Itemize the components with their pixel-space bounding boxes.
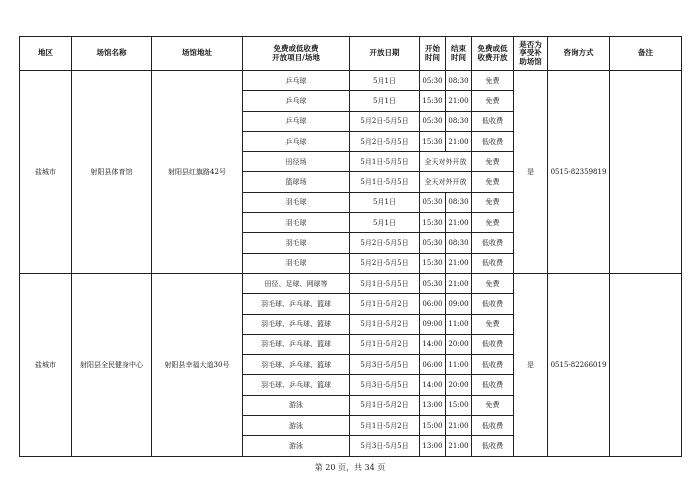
project-cell: 羽毛球 — [243, 213, 350, 233]
charge-type-cell: 低收费 — [472, 416, 514, 436]
end-time-cell: 20:00 — [446, 375, 472, 395]
charge-type-cell: 免费 — [472, 314, 514, 334]
header-row — [20, 37, 682, 71]
charge-type-cell: 低收费 — [472, 436, 514, 456]
open-date-cell: 5月2日-5月5日 — [350, 111, 420, 131]
charge-type-cell: 低收费 — [472, 375, 514, 395]
open-date-cell: 5月3日-5月5日 — [350, 436, 420, 456]
region-cell: 盐城市 — [20, 71, 72, 274]
contact-cell: 0515-82359819 — [548, 71, 610, 274]
end-time-cell: 21:00 — [446, 91, 472, 111]
open-date-cell: 5月1日-5月5日 — [350, 273, 420, 293]
end-time-cell: 08:30 — [446, 233, 472, 253]
column-header: 备注 — [610, 37, 682, 71]
project-cell: 羽毛球、乒乓球、篮球 — [243, 314, 350, 334]
charge-type-cell: 免费 — [472, 172, 514, 192]
column-header: 免费或低收费 开放项目/场地 — [243, 37, 350, 71]
end-time-cell: 20:00 — [446, 334, 472, 354]
start-time-cell: 15:30 — [420, 253, 446, 273]
open-date-cell: 5月1日-5月5日 — [350, 152, 420, 172]
charge-type-cell: 低收费 — [472, 294, 514, 314]
charge-type-cell: 免费 — [472, 71, 514, 91]
open-date-cell: 5月1日 — [350, 192, 420, 212]
note-cell — [610, 273, 682, 456]
end-time-cell: 15:00 — [446, 395, 472, 415]
region-cell: 盐城市 — [20, 273, 72, 456]
project-cell: 羽毛球、乒乓球、篮球 — [243, 334, 350, 354]
end-time-cell: 11:00 — [446, 314, 472, 334]
column-header: 免费或低 收费开放 — [472, 37, 514, 71]
column-header: 结束 时间 — [446, 37, 472, 71]
open-date-cell: 5月1日-5月5日 — [350, 172, 420, 192]
end-time-cell: 11:00 — [446, 355, 472, 375]
start-time-cell: 15:30 — [420, 91, 446, 111]
open-date-cell: 5月1日 — [350, 71, 420, 91]
project-cell: 游泳 — [243, 416, 350, 436]
project-cell: 乒乓球 — [243, 131, 350, 151]
project-cell: 游泳 — [243, 395, 350, 415]
project-cell: 篮球场 — [243, 172, 350, 192]
page-footer: 第 20 页，共 34 页 — [314, 463, 386, 472]
open-date-cell: 5月2日-5月5日 — [350, 253, 420, 273]
charge-type-cell: 低收费 — [472, 131, 514, 151]
open-date-cell: 5月2日-5月5日 — [350, 233, 420, 253]
open-date-cell: 5月1日 — [350, 213, 420, 233]
venue-address-cell: 射阳县幸福大道30号 — [152, 273, 243, 456]
open-date-cell: 5月1日-5月2日 — [350, 314, 420, 334]
project-cell: 乒乓球 — [243, 111, 350, 131]
project-cell: 乒乓球 — [243, 71, 350, 91]
start-time-cell: 05:30 — [420, 273, 446, 293]
note-cell — [610, 71, 682, 274]
start-time-cell: 05:30 — [420, 233, 446, 253]
end-time-cell: 09:00 — [446, 294, 472, 314]
start-time-cell: 15:00 — [420, 416, 446, 436]
charge-type-cell: 免费 — [472, 273, 514, 293]
project-cell: 羽毛球 — [243, 233, 350, 253]
start-time-cell: 05:30 — [420, 192, 446, 212]
open-date-cell: 5月1日-5月2日 — [350, 416, 420, 436]
venue-name-cell: 射阳县全民健身中心 — [72, 273, 152, 456]
project-cell: 羽毛球、乒乓球、篮球 — [243, 355, 350, 375]
column-header: 开始 时间 — [420, 37, 446, 71]
open-date-cell: 5月1日-5月2日 — [350, 395, 420, 415]
project-cell: 田径、足球、网球等 — [243, 273, 350, 293]
end-time-cell: 21:00 — [446, 131, 472, 151]
venue-name-cell: 射阳县体育馆 — [72, 71, 152, 274]
open-date-cell: 5月2日-5月5日 — [350, 131, 420, 151]
charge-type-cell: 免费 — [472, 91, 514, 111]
column-header: 场馆名称 — [72, 37, 152, 71]
open-hours-cell: 全天对外开放 — [420, 152, 472, 172]
start-time-cell: 09:00 — [420, 314, 446, 334]
table-body — [20, 71, 682, 457]
subsidy-cell: 是 — [514, 71, 548, 274]
subsidy-cell: 是 — [514, 273, 548, 456]
start-time-cell: 13:00 — [420, 436, 446, 456]
charge-type-cell: 免费 — [472, 395, 514, 415]
charge-type-cell: 低收费 — [472, 253, 514, 273]
contact-cell: 0515-82266019 — [548, 273, 610, 456]
table-row — [20, 273, 682, 293]
end-time-cell: 21:00 — [446, 213, 472, 233]
open-date-cell: 5月1日-5月2日 — [350, 334, 420, 354]
venue-address-cell: 射阳县红旗路42号 — [152, 71, 243, 274]
project-cell: 羽毛球 — [243, 192, 350, 212]
project-cell: 田径场 — [243, 152, 350, 172]
end-time-cell: 21:00 — [446, 416, 472, 436]
charge-type-cell: 低收费 — [472, 334, 514, 354]
end-time-cell: 08:30 — [446, 111, 472, 131]
open-date-cell: 5月3日-5月5日 — [350, 355, 420, 375]
venue-schedule-table — [19, 36, 682, 457]
charge-type-cell: 低收费 — [472, 111, 514, 131]
charge-type-cell: 免费 — [472, 213, 514, 233]
open-date-cell: 5月3日-5月5日 — [350, 375, 420, 395]
charge-type-cell: 免费 — [472, 192, 514, 212]
charge-type-cell: 免费 — [472, 152, 514, 172]
end-time-cell: 21:00 — [446, 273, 472, 293]
charge-type-cell: 低收费 — [472, 355, 514, 375]
start-time-cell: 05:30 — [420, 71, 446, 91]
project-cell: 羽毛球 — [243, 253, 350, 273]
open-hours-cell: 全天对外开放 — [420, 172, 472, 192]
column-header: 开放日期 — [350, 37, 420, 71]
start-time-cell: 15:30 — [420, 131, 446, 151]
start-time-cell: 05:30 — [420, 111, 446, 131]
start-time-cell: 06:00 — [420, 355, 446, 375]
start-time-cell: 06:00 — [420, 294, 446, 314]
start-time-cell: 14:00 — [420, 375, 446, 395]
open-date-cell: 5月1日-5月2日 — [350, 294, 420, 314]
project-cell: 羽毛球、乒乓球、篮球 — [243, 375, 350, 395]
end-time-cell: 21:00 — [446, 253, 472, 273]
open-date-cell: 5月1日 — [350, 91, 420, 111]
end-time-cell: 21:00 — [446, 436, 472, 456]
start-time-cell: 15:30 — [420, 213, 446, 233]
column-header: 是否为 享受补 助场馆 — [514, 37, 548, 71]
column-header: 咨询方式 — [548, 37, 610, 71]
project-cell: 乒乓球 — [243, 91, 350, 111]
column-header: 地区 — [20, 37, 72, 71]
column-header: 场馆地址 — [152, 37, 243, 71]
start-time-cell: 13:00 — [420, 395, 446, 415]
end-time-cell: 08:30 — [446, 71, 472, 91]
start-time-cell: 14:00 — [420, 334, 446, 354]
charge-type-cell: 低收费 — [472, 233, 514, 253]
end-time-cell: 08:30 — [446, 192, 472, 212]
project-cell: 羽毛球、乒乓球、篮球 — [243, 294, 350, 314]
table-row — [20, 71, 682, 91]
project-cell: 游泳 — [243, 436, 350, 456]
